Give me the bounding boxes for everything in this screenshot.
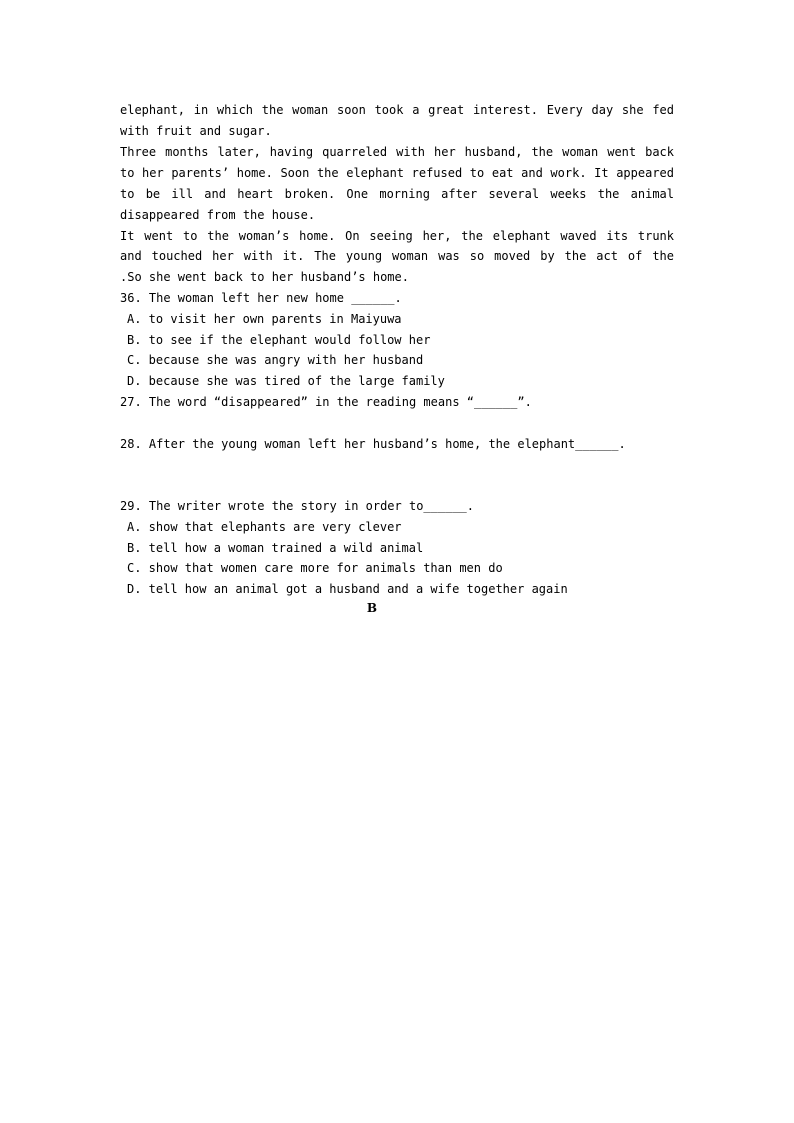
options-row-28-ab bbox=[127, 454, 681, 475]
passage-line: to be ill and heart broken. One morning after several weeks the animal bbox=[120, 187, 674, 201]
question-stem-29: 29. The writer wrote the story in order to______. bbox=[120, 499, 475, 513]
option-36-d: D. because she was tired of the large family bbox=[127, 374, 445, 388]
passage-line: It went to the woman’s home. On seeing her, the elephant waved its trunk bbox=[120, 229, 674, 243]
passage-line: elephant, in which the woman soon took a great interest. Every day she fed bbox=[120, 103, 674, 117]
section-label: B bbox=[366, 601, 378, 615]
question-stem-28: 28. After the young woman left her husband’s home, the elephant______. bbox=[120, 437, 626, 451]
passage-line: .So she went back to her husband’s home. bbox=[120, 270, 409, 284]
passage-line: Three months later, having quarreled with her husband, the woman went back bbox=[120, 145, 674, 159]
option-36-a: A. to visit her own parents in Maiyuwa bbox=[127, 312, 402, 326]
option-29-a: A. show that elephants are very clever bbox=[127, 520, 402, 534]
question-stem-27: 27. The word “disappeared” in the reading means “______”. bbox=[120, 395, 532, 409]
question-stem-36: 36. The woman left her new home ______. bbox=[120, 291, 402, 305]
passage-line: to her parents’ home. Soon the elephant refused to eat and work. It appeared bbox=[120, 166, 674, 180]
option-36-c: C. because she was angry with her husband bbox=[127, 353, 424, 367]
passage-line: disappeared from the house. bbox=[120, 208, 316, 222]
option-29-b: B. tell how a woman trained a wild animal bbox=[127, 541, 424, 555]
passage-line: with fruit and sugar. bbox=[120, 124, 272, 138]
option-29-c: C. show that women care more for animals than men do bbox=[127, 561, 503, 575]
option-36-b: B. to see if the elephant would follow her bbox=[127, 333, 431, 347]
options-row-28-cd bbox=[127, 475, 681, 496]
passage-line: and touched her with it. The young woman was so moved by the act of the bbox=[120, 249, 674, 263]
option-29-d: D. tell how an animal got a husband and a wife together again bbox=[127, 582, 568, 596]
options-row-27 bbox=[127, 413, 681, 434]
